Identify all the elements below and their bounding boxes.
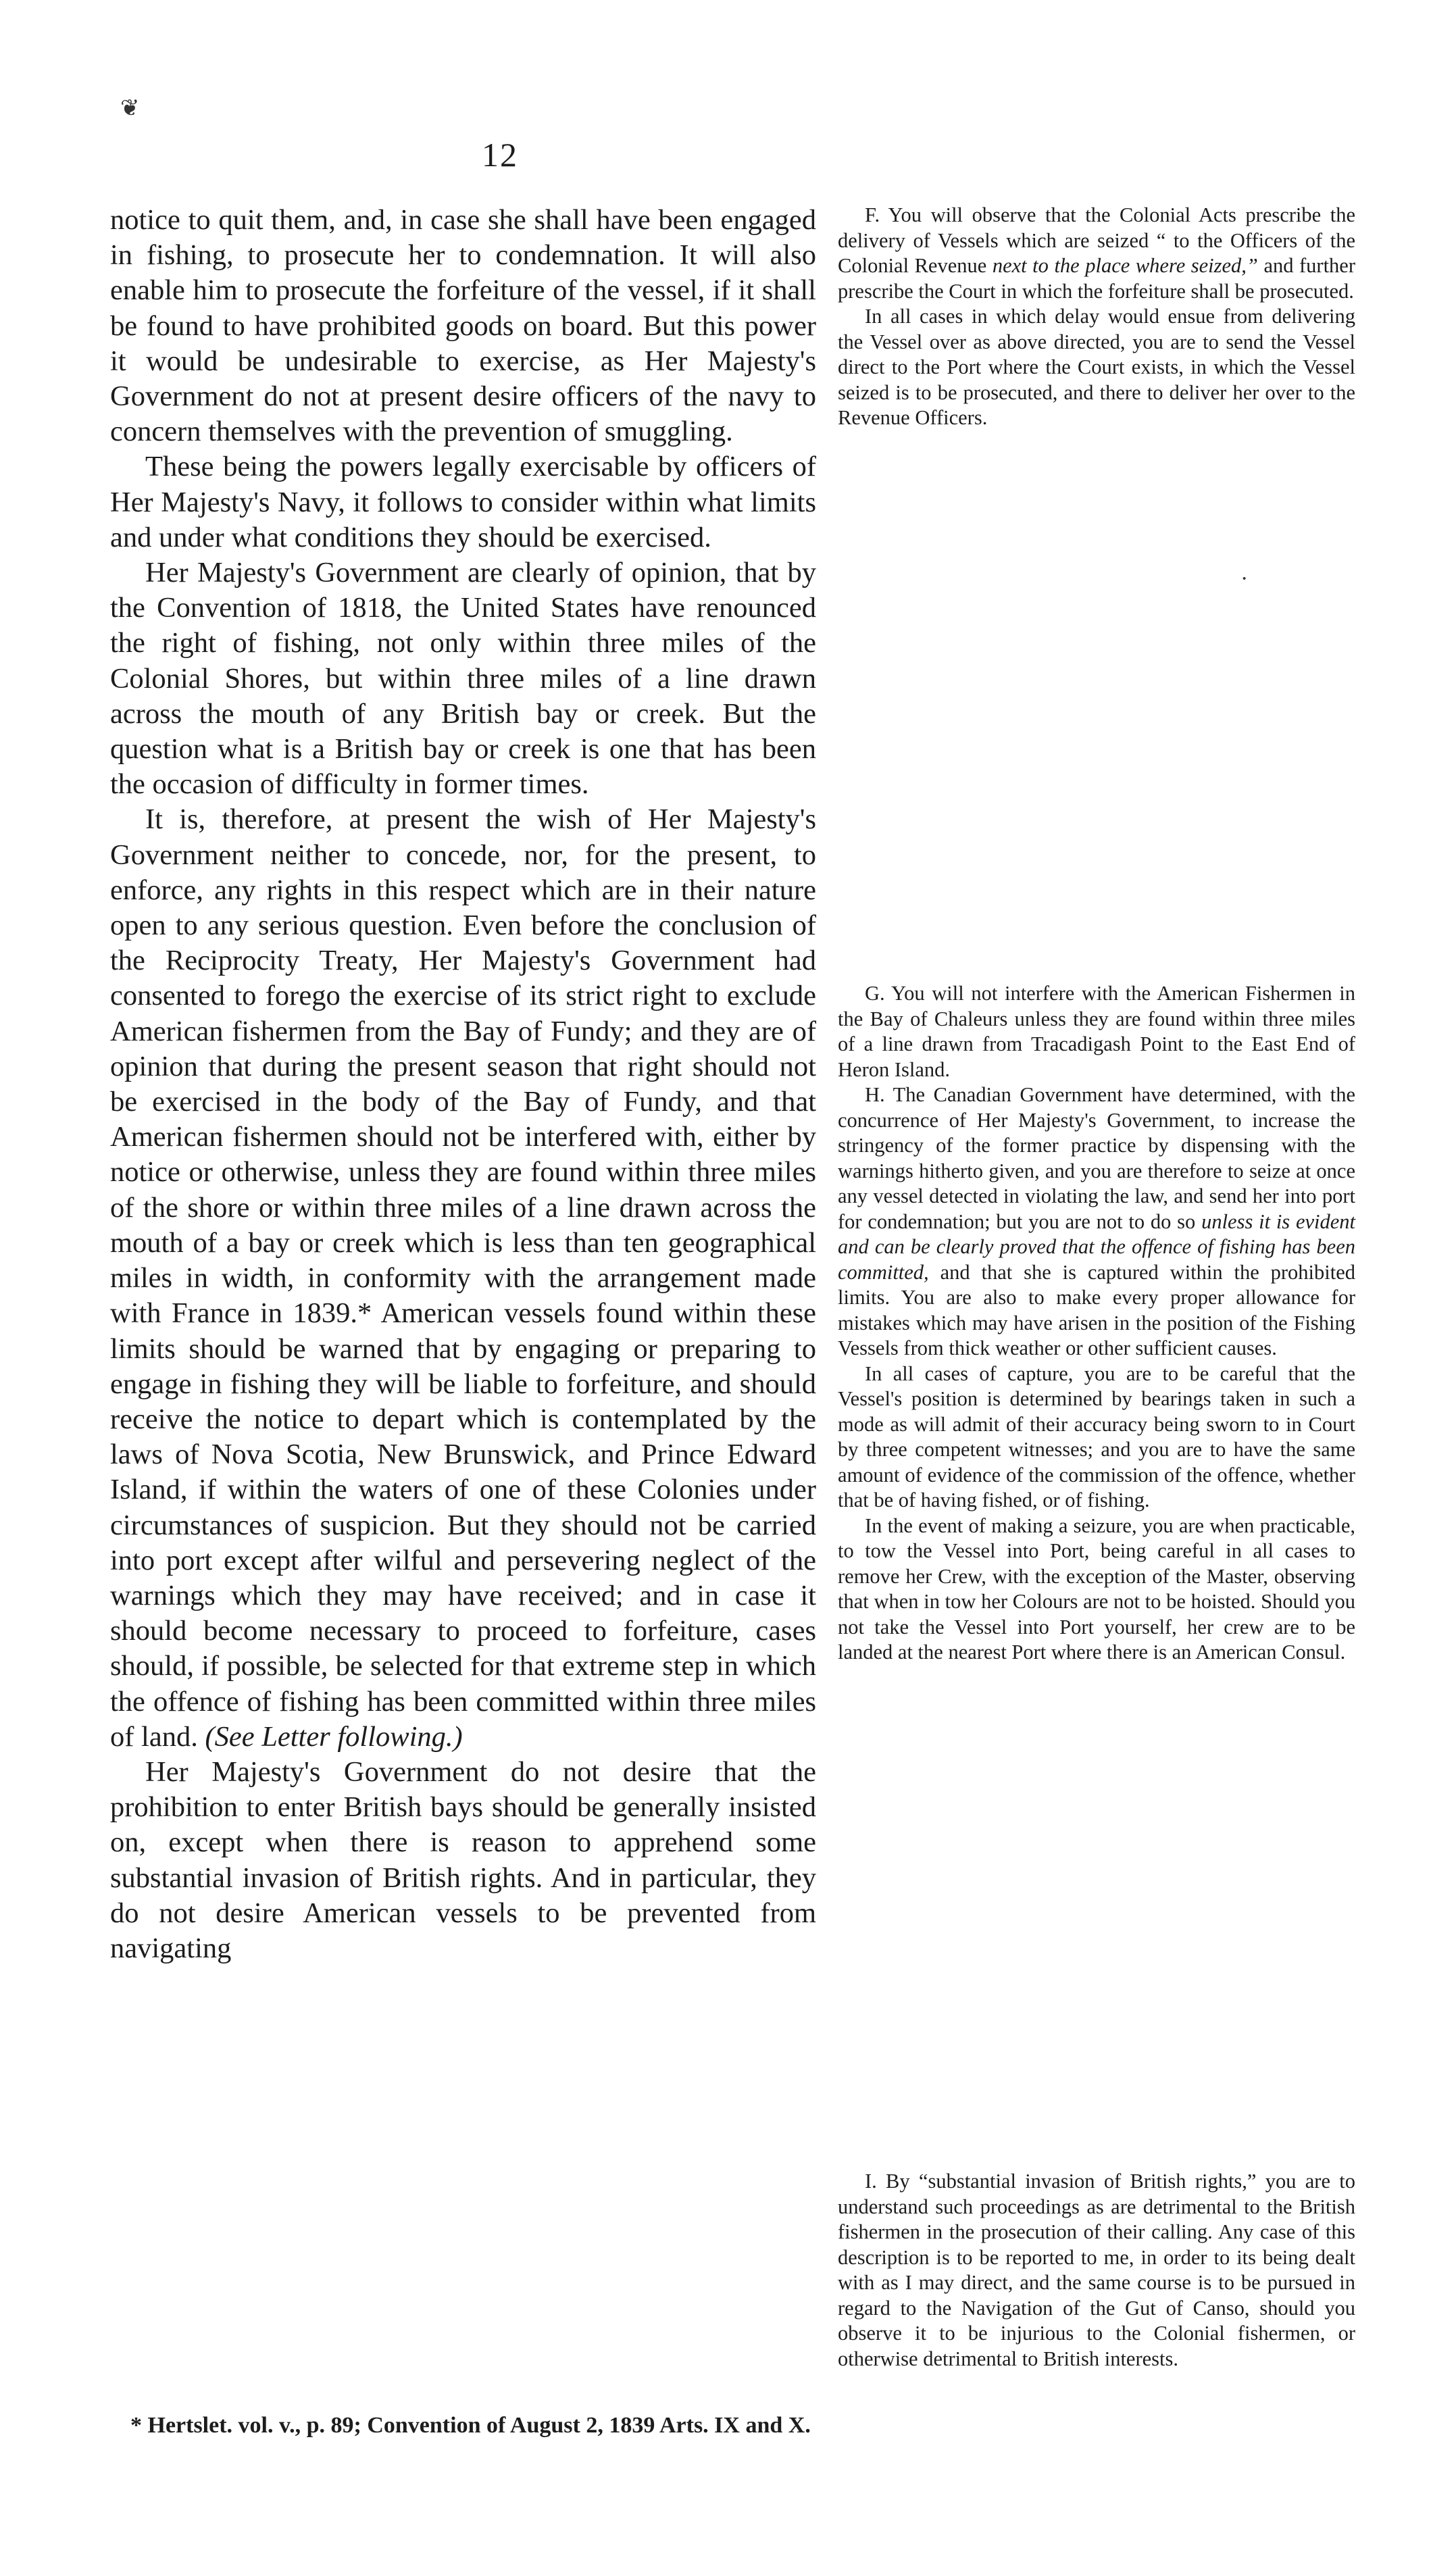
paragraph-wish-of-government xyxy=(110,802,816,1754)
note-h-capture-text: In all cases of capture, you are to be careful that the Vessel's position is determined by bearings taken in such a mode as will admit of their accuracy being sworn to in Court by three competent witnesses; and you are to have the same amount of evidence of the commission of the offence, whether that be of having fished, or of fishing. xyxy=(838,1361,1355,1511)
note-f-part-2: and further prescribe the Court in which the forfeiture shall be prosecuted. xyxy=(838,254,1355,303)
paragraph-convention-1818: Her Majesty's Government are clearly of opinion, that by the Convention of 1818, the United States have renounced the right of fishing, not only within three miles of the Colonial Shores, but within three miles of a line drawn across the mouth of any British bay or creek. But the question what is a British bay or creek is one that has been the occasion of difficulty in former times. xyxy=(110,557,816,801)
note-h-text xyxy=(838,1082,1355,1361)
main-text-column xyxy=(110,203,816,1966)
note-g-text: G. You will not interfere with the American Fishermen in the Bay of Chaleurs unless they are found within three miles of a line drawn from Tracadigash Point to the East End of Heron Island. xyxy=(838,982,1355,1081)
marginal-note-f xyxy=(838,203,1355,431)
marginal-note-i xyxy=(838,2169,1355,2372)
note-f-part-1: F. You will observe that the Colonial Acts prescribe the delivery of Vessels which are seized “ to the Officers of the Colonial Revenue xyxy=(838,203,1355,277)
note-f-delay-text: In all cases in which delay would ensue from delivering the Vessel over as above directed, you are to send the Vessel direct to the Port where the Court exists, in which the Vessel seized is to be prosecuted, and there to deliver her over to the Revenue Officers. xyxy=(838,305,1355,429)
see-letter-reference: (See Letter following.) xyxy=(205,1720,463,1753)
footnote xyxy=(110,2412,816,2439)
note-h-italic: unless it is evident and can be clearly proved that the offence of fishing has been committed, xyxy=(838,1209,1356,1284)
note-h-seizure-text: In the event of making a seizure, you are when practicable, to tow the Vessel into Port, being careful in all cases to remove her Crew, with the exception of the Master, observing that when in tow her Colours are not to be hoisted. Should you not take the Vessel into Port yourself, her crew are to be landed at the nearest Port where there is an American Consul. xyxy=(838,1514,1355,1664)
page-number: 12 xyxy=(482,136,518,174)
paragraph-notice: notice to quit them, and, in case she shall have been engaged in fishing, to prosecute her to condemnation. It will also enable him to prosecute the forfeiture of the vessel, if it shall be found to have prohibited goods on board. But this power it would be undesirable to exercise, as Her Majesty's Government do not at present desire officers of the navy to concern themselves with the prevention of smuggling. xyxy=(110,204,816,448)
paragraph-powers: These being the powers legally exercisable by officers of Her Majesty's Navy, it follows to consider within what limits and under what conditions they should be exercised. xyxy=(110,451,816,553)
ornament-mark: ❦ xyxy=(120,96,140,121)
footnote-text: * Hertslet. vol. v., p. 89; Convention of August 2, 1839 Arts. IX and X. xyxy=(130,2413,811,2438)
note-f-italic: next to the place where seized,” xyxy=(992,254,1258,277)
note-h-part-2: and that she is captured within the prohibited limits. You are also to make every proper allowance for mistakes which may have arisen in the position of the Fishing Vessels from thick weather or other sufficient causes. xyxy=(838,1260,1355,1359)
paragraph-prohibition: Her Majesty's Government do not desire that the prohibition to enter British bays should be generally insisted on, except when there is reason to apprehend some substantial invasion of British rights. And in particular, they do not desire American vessels to be prevented from navigating xyxy=(110,1755,816,1964)
note-i-text: I. By “substantial invasion of British rights,” you are to understand such proceedings as are detrimental to the British fishermen in the prosecution of their calling. Any case of this description is to be reported to me, in order to its being dealt with as I may direct, and the same course is to be pursued in regard to the Navigation of the Gut of Canso, should you observe it to be injurious to the Colonial fishermen, or otherwise detrimental to British interests. xyxy=(838,2170,1355,2370)
marginal-note-g-h xyxy=(838,981,1355,1666)
stray-dot-mark: · xyxy=(1240,566,1249,591)
wish-text: It is, therefore, at present the wish of Her Majesty's Government neither to concede, nor, for the present, to enforce, any rights in this respect which are in their nature open to any serious question. Even before the conclusion of the Reciprocity Treaty, Her Majesty's Government had consented to forego the exercise of its strict right to exclude American fishermen from the Bay of Fundy; and they are of opinion that during the present season that right should not be exercised in the body of the Bay of Fundy, and that American fishermen should not be interfered with, either by notice or otherwise, unless they are found within three miles of the shore or within three miles of a line drawn across the mouth of a bay or creek which is less than ten geographical miles in width, in conformity with the arrangement made with France in 1839.* American vessels found within these limits should be warned that by engaging or preparing to engage in fishing they will be liable to forfeiture, and should receive the notice to depart which is contemplated by the laws of Nova Scotia, New Brunswick, and Prince Edward Island, if within the waters of one of these Colonies under circumstances of suspicion. But they should not be carried into port except after wilful and persevering neglect of the warnings which they may have received; and in case it should become necessary to proceed to forfeiture, cases should, if possible, be selected for that extreme step in which the offence of fishing has been committed within three miles of land. xyxy=(110,803,816,1753)
note-f-text xyxy=(838,203,1355,304)
note-h-part-1: H. The Canadian Government have determined, with the concurrence of Her Majesty's Government, to increase the stringency of the former practice by dispensing with the warnings hitherto given, and you are therefore to seize at once any vessel detected in violating the law, and send her into port for condemnation; but you are not to do so xyxy=(838,1083,1355,1233)
